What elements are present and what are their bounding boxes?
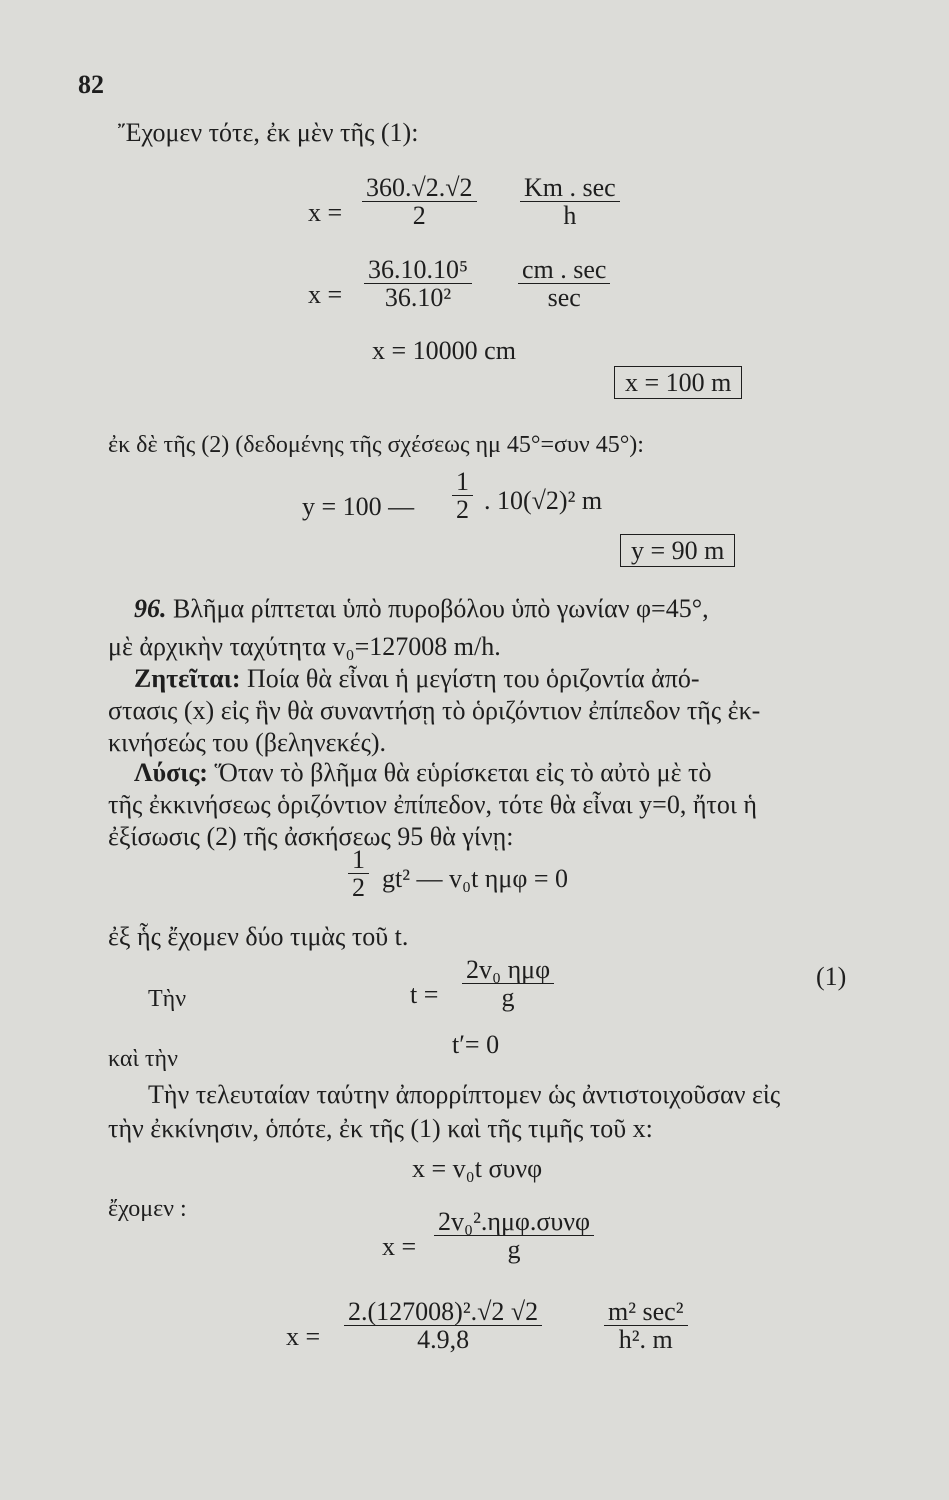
eq9-numerator: 2v₀².ημφ.συνφ [434, 1208, 594, 1236]
eq9-lhs: x = [382, 1232, 417, 1261]
problem-sought-line [134, 664, 700, 694]
eq1-denominator: 2 [412, 201, 426, 231]
problem-line7: τῆς ἐκκινήσεως ὁριζόντιον ἐπίπεδον, τότε θὰ εἶναι y=0, ἤτοι ἡ [108, 790, 757, 819]
eq2-unit-fraction [518, 256, 610, 312]
problem-first-line [134, 594, 709, 624]
eq2-unit-numerator: cm . sec [518, 256, 610, 284]
eq4-numerator: 1 [452, 468, 473, 496]
sought-label: Ζητεῖται: [134, 664, 241, 693]
eq10-unit-numerator: m² sec² [604, 1298, 688, 1326]
eq10-lhs: x = [286, 1322, 321, 1351]
eq1-unit-denominator: h [563, 201, 577, 231]
eq5-rest: gt² — v₀t ημφ = 0 [382, 864, 569, 893]
eq7: t′= 0 [452, 1030, 500, 1059]
eq4-fraction [452, 468, 473, 524]
eq4-lhs: y = 100 — [302, 492, 415, 521]
eq9-denominator: g [507, 1235, 521, 1265]
eq10-numerator: 2.(127008)².√2 √2 [344, 1298, 542, 1326]
intro-line: Ἔχομεν τότε, ἐκ μὲν τῆς (1): [118, 118, 419, 147]
eq4-denominator: 2 [456, 495, 469, 525]
eq6-fraction [462, 956, 554, 1012]
eq2-unit-denominator: sec [547, 283, 581, 313]
eq10-denominator: 4.9,8 [417, 1325, 470, 1355]
result-box-y: y = 90 m [620, 534, 735, 567]
eq5-fraction [348, 846, 369, 902]
eq1-unit-fraction [520, 174, 620, 230]
reject-line-2: τὴν ἐκκίνησιν, ὁπότε, ἐκ τῆς (1) καὶ τῆς τιμῆς τοῦ x: [108, 1114, 653, 1143]
label-tin: Τὴν [148, 986, 187, 1012]
solution-text: Ὅταν τὸ βλῆμα θὰ εὑρίσκεται εἰς τὸ αὐτὸ μὲ τὸ [214, 758, 712, 787]
eq6-numerator: 2v₀ ημφ [462, 956, 554, 984]
eq2-fraction [364, 256, 472, 312]
eq6-tag: (1) [816, 962, 847, 991]
eq1-fraction [362, 174, 477, 230]
solution-line [134, 758, 711, 788]
eq9-fraction [434, 1208, 594, 1264]
eq1-unit-numerator: Km . sec [520, 174, 620, 202]
eq8: x = v₀t συνφ [412, 1154, 543, 1183]
eq3: x = 10000 cm [372, 336, 516, 365]
result-box-x: x = 100 m [614, 366, 742, 399]
problem-line5: κινήσεώς του (βεληνεκές). [108, 728, 387, 757]
sought-text: Ποία θὰ εἶναι ἡ μεγίστη του ὁριζοντία ἀπό- [246, 664, 700, 693]
two-values-line: ἐξ ἧς ἔχομεν δύο τιμὰς τοῦ t. [108, 922, 409, 951]
label-exomen: ἔχομεν : [108, 1196, 187, 1222]
eq5-numerator: 1 [348, 846, 369, 874]
eq2-denominator: 36.10² [384, 283, 452, 313]
problem-number: 96. [134, 594, 167, 623]
solution-label: Λύσις: [134, 758, 208, 787]
label-kai: καὶ τὴν [108, 1046, 178, 1072]
eq6-lhs: t = [410, 980, 439, 1009]
eq6-denominator: g [501, 983, 515, 1013]
eq10-unit-denominator: h². m [618, 1325, 673, 1355]
problem-line4: στασις (x) εἰς ἣν θὰ συναντήσῃ τὸ ὁριζόντιον ἐπίπεδον τῆς ἐκ- [108, 696, 761, 725]
eq2-numerator: 36.10.10⁵ [364, 256, 472, 284]
reject-line: Τὴν τελευταίαν ταύτην ἀπορρίπτομεν ὡς ἀντιστοιχοῦσαν εἰς [148, 1080, 781, 1109]
page-number: 82 [78, 70, 104, 99]
eq1-lhs: x = [308, 198, 343, 227]
problem-line2: μὲ ἀρχικὴν ταχύτητα v₀=127008 m/h. [108, 632, 501, 661]
given-line: ἐκ δὲ τῆς (2) (δεδομένης τῆς σχέσεως ημ 45°=συν 45°): [108, 432, 644, 458]
problem-line8: ἐξίσωσις (2) τῆς ἀσκήσεως 95 θὰ γίνῃ: [108, 822, 514, 851]
eq10-fraction [344, 1298, 542, 1354]
eq1-numerator: 360.√2.√2 [362, 174, 477, 202]
eq4-rest: . 10(√2)² m [484, 486, 603, 515]
problem-line1: Βλῆμα ρίπτεται ὑπὸ πυροβόλου ὑπὸ γωνίαν φ=45°, [173, 594, 709, 623]
eq2-lhs: x = [308, 280, 343, 309]
eq10-unit-fraction [604, 1298, 688, 1354]
eq5-denominator: 2 [352, 873, 365, 903]
